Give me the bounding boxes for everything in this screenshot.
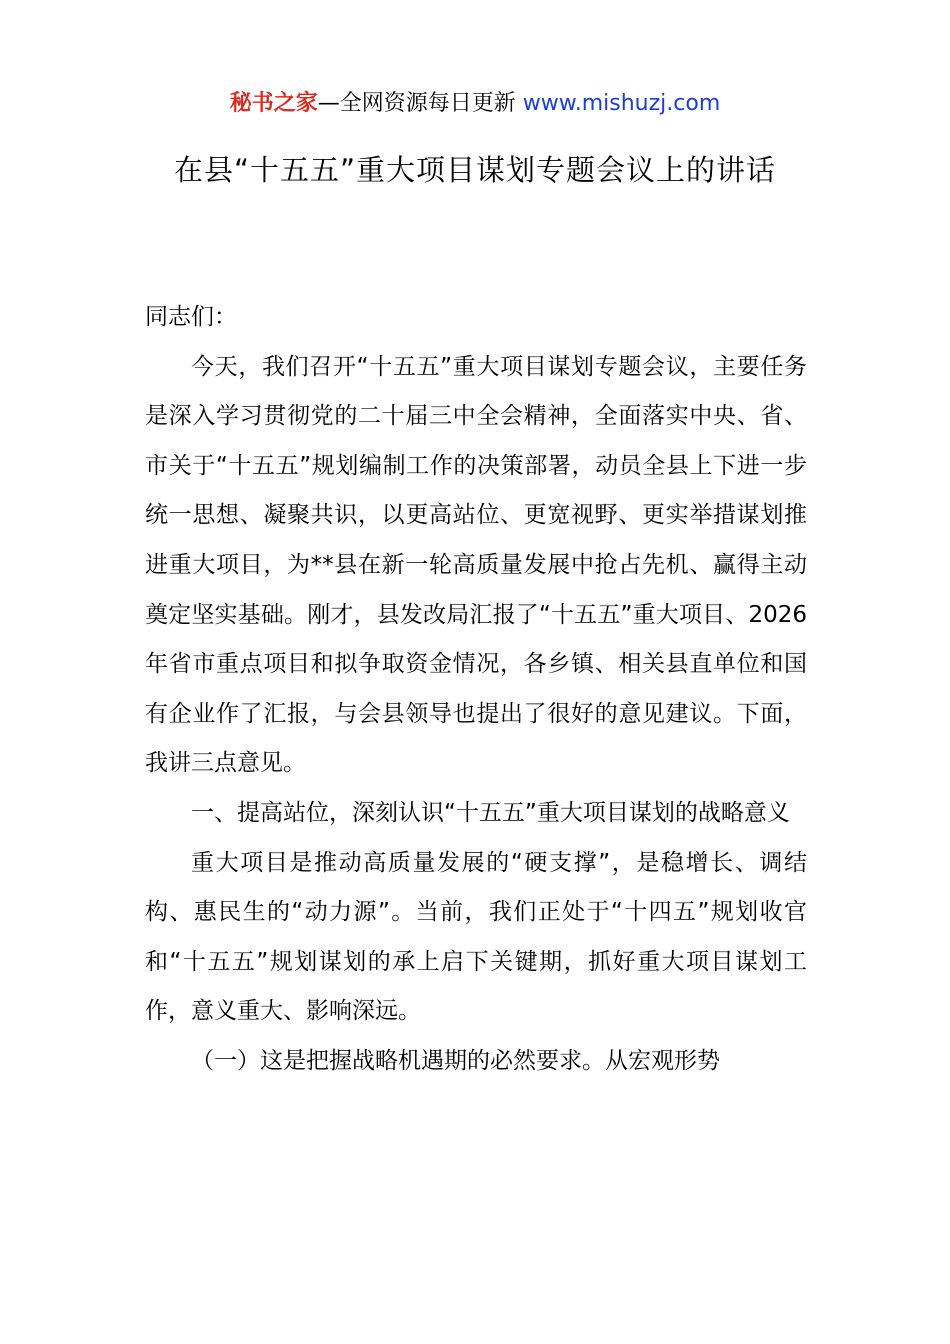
document-title: 在县“十五五”重大项目谋划专题会议上的讲话 <box>173 153 777 187</box>
body-paragraph: 重大项目是推动高质量发展的“硬支撑”，是稳增长、调结构、惠民生的“动力源”。当前，我们正处于“十四五”规划收官和“十五五”规划谋划的承上启下关键期，抓好重大项目谋划工作，意义重大、影响深远。 <box>145 849 807 1025</box>
document-body <box>145 293 807 1087</box>
subsection-paragraph: （一）这是把握战略机遇期的必然要求。从宏观形势 <box>191 1047 720 1074</box>
salutation: 同志们： <box>145 304 237 330</box>
brand-name: 秘书之家 <box>229 91 318 116</box>
site-header <box>0 88 950 120</box>
site-url-link[interactable]: www.mishuzj.com <box>522 91 721 116</box>
body-paragraph: 今天，我们召开“十五五”重大项目谋划专题会议，主要任务是深入学习贯彻党的二十届三中全会精神，全面落实中央、省、市关于“十五五”规划编制工作的决策部署，动员全县上下进一步统一思想、凝聚共识，以更高站位、更宽视野、更实举措谋划推进重大项目，为**县在新一轮高质量发展中抢占先机、赢得主动奠定坚实基础。刚才，县发改局汇报了“十五五”重大项目、2026年省市重点项目和拟争取资金情况，各乡镇、相关县直单位和国有企业作了汇报，与会县领导也提出了很好的意见建议。下面，我讲三点意见。 <box>145 353 807 777</box>
section-heading: 一、提高站位，深刻认识“十五五”重大项目谋划的战略意义 <box>191 799 790 826</box>
header-tagline: —全网资源每日更新 <box>317 91 523 116</box>
